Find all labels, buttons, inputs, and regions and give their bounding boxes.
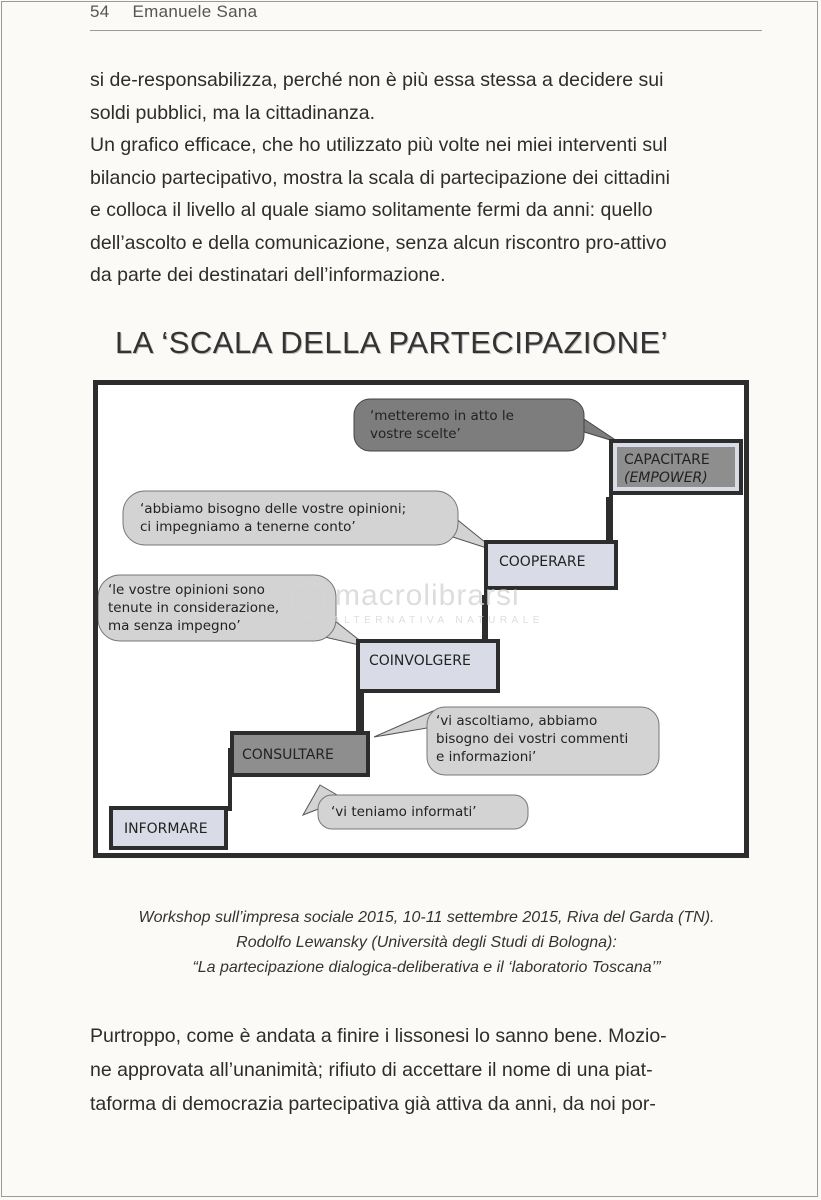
step-consultare <box>232 733 368 775</box>
watermark <box>285 577 585 637</box>
text-line: ne approvata all’unanimità; rifiuto di accettare il nome di una piat- <box>90 1059 653 1081</box>
step-label: COOPERARE <box>499 554 586 570</box>
text-line: si de-responsabilizza, perché non è più essa stessa a decidere sui <box>90 69 664 91</box>
bubble-text: ‘le vostre opinioni sono <box>108 582 265 598</box>
bubble-text: bisogno dei vostri commenti <box>436 731 629 747</box>
caption-line: “La partecipazione dialogica-deliberativa e il ‘laboratorio Toscana’” <box>192 959 661 976</box>
step-capacitare <box>611 441 741 493</box>
bubble-text: e informazioni’ <box>436 749 537 765</box>
step-coinvolgere <box>358 641 498 691</box>
step-label: CAPACITARE <box>624 452 710 468</box>
text-line: e colloca il livello al quale siamo solitamente fermi da anni: quello <box>90 199 653 221</box>
bubble-text: ‘metteremo in atto le <box>370 408 514 424</box>
text-line: da parte dei destinatari dell’informazione. <box>90 264 446 286</box>
running-head <box>90 2 762 31</box>
bubble-text: vostre scelte’ <box>370 426 461 442</box>
bubble-text: ‘vi ascoltiamo, abbiamo <box>436 713 598 729</box>
closing-text <box>90 1019 763 1121</box>
text-line: Un grafico efficace, che ho utilizzato più volte nei miei interventi sul <box>90 134 668 156</box>
watermark-text: macrolibrarsi <box>335 579 520 612</box>
bubble-text: tenute in considerazione, <box>108 600 280 616</box>
text-line: bilancio partecipativo, mostra la scala di partecipazione dei cittadini <box>90 166 670 189</box>
step-informare <box>111 808 226 848</box>
step-label: INFORMARE <box>124 821 208 837</box>
text-line: taforma di democrazia partecipativa già attiva da anni, da noi por- <box>90 1093 656 1115</box>
watermark-subtitle: ALTERNATIVA NATURALE <box>333 615 544 626</box>
text-line: Purtroppo, come è andata a finire i lissonesi lo sanno bene. Mozio- <box>90 1025 667 1047</box>
bubble-text: ‘abbiamo bisogno delle vostre opinioni; <box>140 501 407 517</box>
bubble-text: ‘vi teniamo informati’ <box>331 804 477 820</box>
intro-text <box>90 64 763 292</box>
step-label: COINVOLGERE <box>369 653 471 669</box>
text-line: soldi pubblici, ma la cittadinanza. <box>90 101 376 124</box>
step-label: CONSULTARE <box>242 747 334 763</box>
bubble-text: ma senza impegno’ <box>108 618 241 634</box>
caption-line: Workshop sull’impresa sociale 2015, 10-11 settembre 2015, Riva del Garda (TN). <box>138 909 715 926</box>
caption-line: Rodolfo Lewansky (Università degli Studi di Bologna): <box>236 934 617 951</box>
text-line: dell’ascolto e della comunicazione, senza alcun riscontro pro-attivo <box>90 231 667 254</box>
figure-caption <box>90 905 763 980</box>
leaf-logo-icon <box>289 581 327 619</box>
figure-title: LA ‘SCALA DELLA PARTECIPAZIONE’ <box>115 325 669 360</box>
bubble-text: ci impegniamo a tenerne conto’ <box>140 519 356 535</box>
bubble-capacitare <box>354 399 620 451</box>
author-name: Emanuele Sana <box>132 2 258 21</box>
page-number: 54 <box>90 2 110 21</box>
step-label: (EMPOWER) <box>624 470 708 486</box>
